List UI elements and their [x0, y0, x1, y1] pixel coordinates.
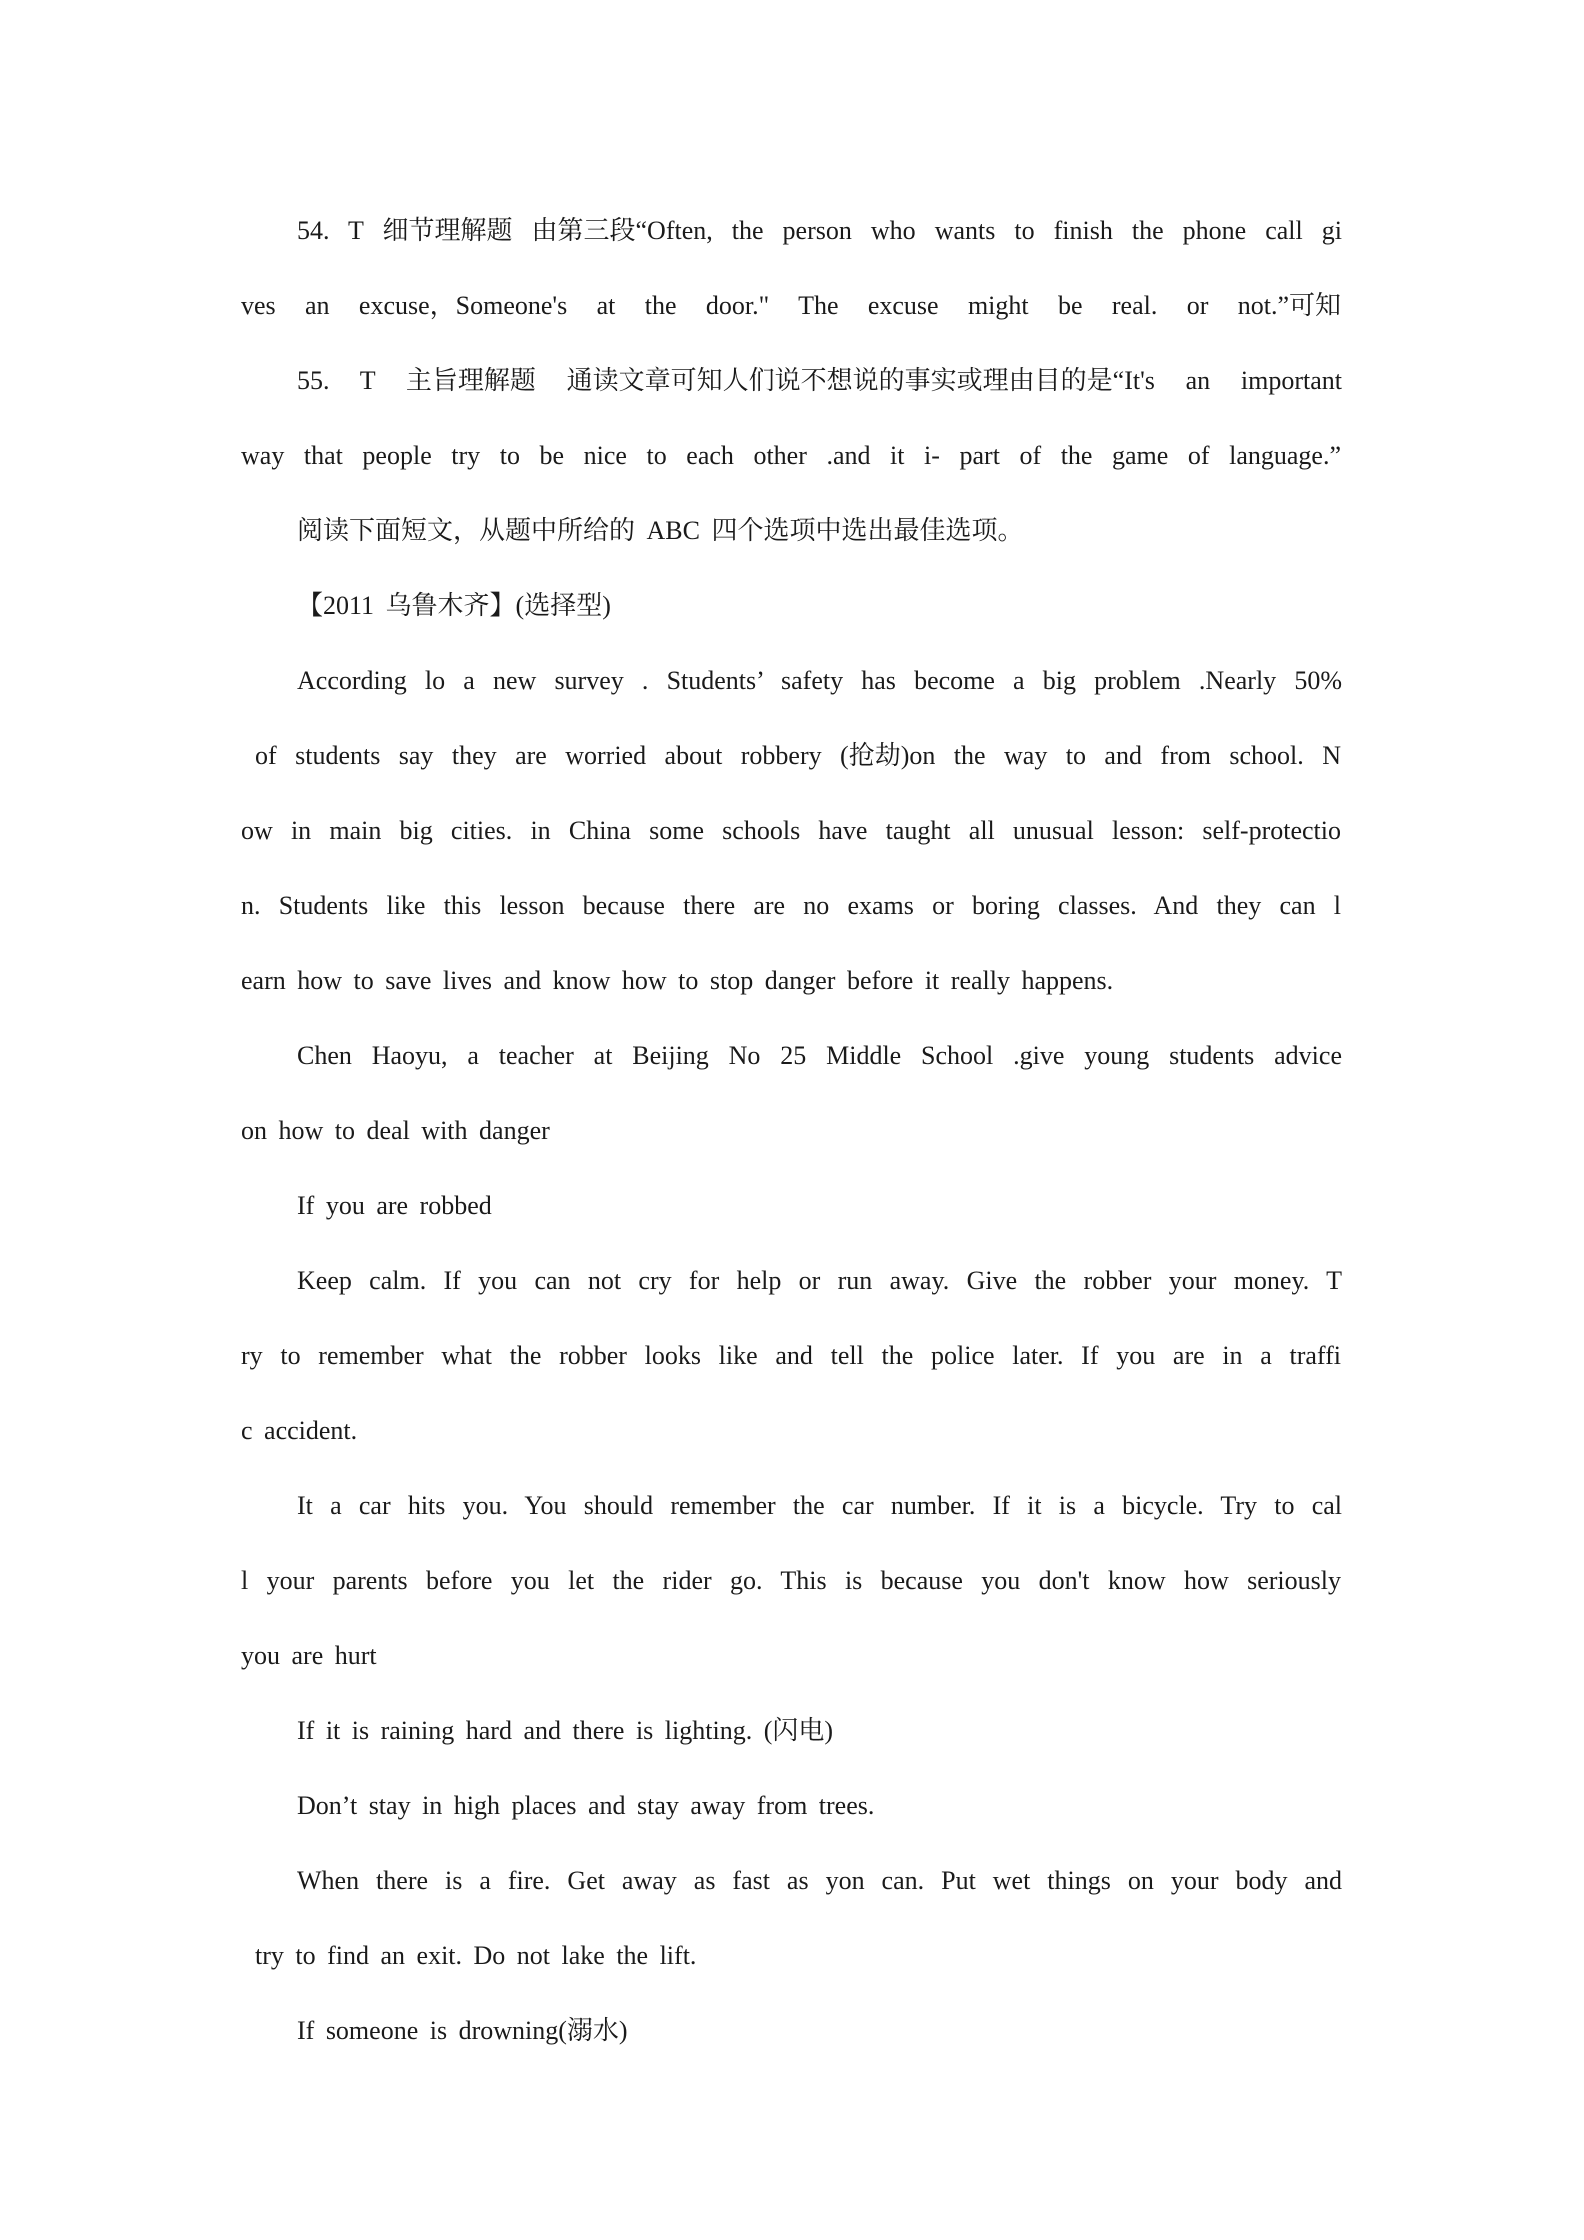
- answer-54-line-1: 54. T 细节理解题 由第三段“Often, the person who wants to finish the phone call gi: [297, 216, 1342, 245]
- answer-55-line-1: 55. T 主旨理解题 通读文章可知人们说不想说的事实或理由目的是“It's an important: [297, 366, 1342, 395]
- passage-source-heading: 【2011 乌鲁木齐】(选择型): [297, 591, 611, 620]
- advice-fire-line-2: try to find an exit. Do not lake the lift.: [255, 1941, 697, 1970]
- advice-robbed-line-3: c accident.: [241, 1416, 358, 1445]
- answer-54-line-2: ves an excuse，Someone's at the door." The excuse might be real. or not.”可知: [241, 291, 1341, 320]
- advice-fire-line-1: When there is a fire. Get away as fast as yon can. Put wet things on your body and: [297, 1866, 1342, 1895]
- answer-55-line-2: way that people try to be nice to each other .and it i- part of the game of language.”: [241, 441, 1341, 470]
- passage-paragraph-1-line-5: earn how to save lives and know how to stop danger before it really happens.: [241, 966, 1114, 995]
- passage-paragraph-1-line-3: ow in main big cities. in China some schools have taught all unusual lesson: self-protectio: [241, 816, 1341, 845]
- advice-heading-lightning: If it is raining hard and there is lighting. (闪电): [297, 1716, 834, 1745]
- advice-heading-robbed: If you are robbed: [297, 1191, 492, 1220]
- advice-traffic-line-2: l your parents before you let the rider go. This is because you don't know how seriously: [241, 1566, 1341, 1595]
- reading-instruction: 阅读下面短文，从题中所给的 ABC 四个选项中选出最佳选项。: [297, 516, 1024, 545]
- passage-paragraph-2-line-1: Chen Haoyu, a teacher at Beijing No 25 Middle School .give young students advice: [297, 1041, 1342, 1070]
- passage-paragraph-1-line-1: According lo a new survey . Students’ safety has become a big problem .Nearly 50%: [297, 666, 1342, 695]
- advice-traffic-line-3: you are hurt: [241, 1641, 377, 1670]
- advice-heading-drowning: If someone is drowning(溺水): [297, 2016, 628, 2045]
- advice-robbed-line-2: ry to remember what the robber looks like and tell the police later. If you are in a traffi: [241, 1341, 1341, 1370]
- advice-traffic-line-1: It a car hits you. You should remember the car number. If it is a bicycle. Try to cal: [297, 1491, 1342, 1520]
- advice-robbed-line-1: Keep calm. If you can not cry for help or run away. Give the robber your money. T: [297, 1266, 1342, 1295]
- passage-paragraph-1-line-4: n. Students like this lesson because there are no exams or boring classes. And they can l: [241, 891, 1341, 920]
- advice-lightning-line-1: Don’t stay in high places and stay away from trees.: [297, 1791, 875, 1820]
- passage-paragraph-1-line-2: of students say they are worried about robbery (抢劫)on the way to and from school. N: [255, 741, 1341, 770]
- passage-paragraph-2-line-2: on how to deal with danger: [241, 1116, 550, 1145]
